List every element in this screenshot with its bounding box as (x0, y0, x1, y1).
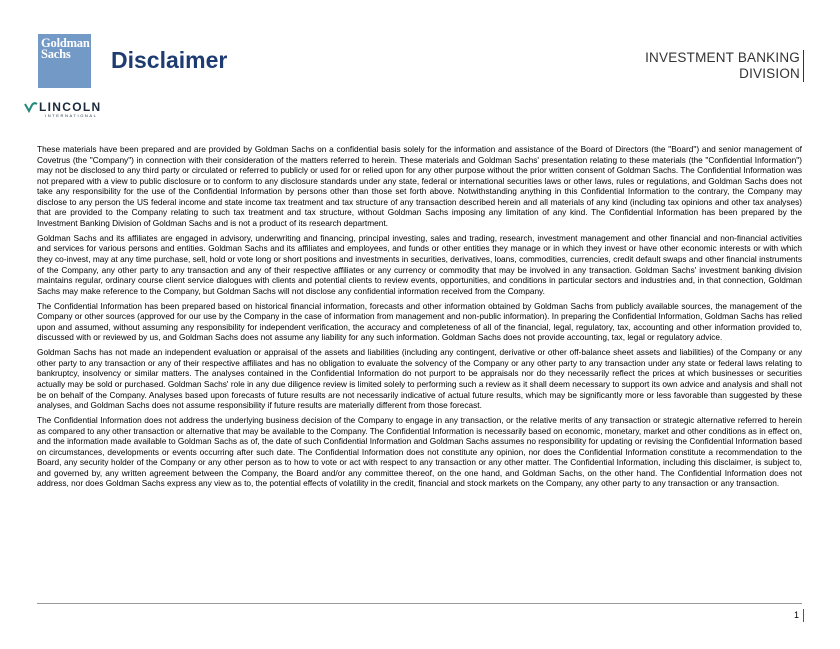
logo-line-2: Sachs (41, 47, 71, 61)
lincoln-wordmark: LINCOLN (39, 100, 102, 114)
disclaimer-paragraph: The Confidential Information does not address the underlying business decision of the Company to engage in any transaction, or the relative merits of any transaction or strategic alternative referred to herein as compared to any other transaction or alternative that may be available to the Company. The Confidential Information is necessarily based on economic, monetary, market and other conditions as in effect on, and the information made available to Goldman Sachs as of, the date of such Confidential Information and Goldman Sachs assumes no responsibility for updating or revising the Confidential Information based on circumstances, developments or events occurring after such date. The Confidential Information does not constitute any opinion, nor does the Confidential Information constitute a recommendation to the Board, any security holder of the Company or any other person as to how to vote or act with respect to any transaction or any other matter. The Confidential Information, including this disclaimer, is subject to, and governed by, any written agreement between the Company, the Board and/or any committee thereof, on the one hand, and Goldman Sachs, on the other hand. The Confidential Information does not address, nor does Goldman Sachs express any view as to, the potential effects of volatility in the credit, financial and stock markets on the Company, any other party to any transaction or any transaction. (37, 415, 802, 489)
goldman-sachs-logo (38, 34, 91, 88)
lincoln-international-logo (24, 100, 114, 118)
page-title: Disclaimer (111, 47, 228, 73)
division-label (645, 50, 804, 82)
lincoln-subtitle: INTERNATIONAL (45, 113, 98, 118)
logo-line-1: Goldman (41, 36, 90, 50)
lincoln-wave-icon (24, 101, 38, 113)
disclaimer-paragraph: Goldman Sachs and its affiliates are engaged in advisory, underwriting and financing, principal investing, sales and trading, research, investment management and other financial and non-financial activities and services for various persons and entities. Goldman Sachs and its affiliates and employees, and funds or other entities they manage or in which they invest or have other economic interests or with which they co-invest, may at any time purchase, sell, hold or vote long or short positions and investments in securities, derivatives, loans, commodities, currencies, credit default swaps and other financial instruments of the Company, any other party to any transaction and any of their respective affiliates or any currency or commodity that may be involved in any transaction. Goldman Sachs' investment banking division maintains regular, ordinary course client service dialogues with clients and potential clients to review events, opportunities, and conditions in particular sectors and industries and, in that connection, Goldman Sachs may make reference to the Company, but Goldman Sachs will not disclose any confidential information received from the Company. (37, 232, 802, 296)
disclaimer-paragraph: Goldman Sachs has not made an independent evaluation or appraisal of the assets and liabilities (including any contingent, derivative or other off-balance sheet assets and liabilities) of the Company or any other party to any transaction or any of their respective affiliates and has no obligation to evaluate the solvency of the Company or any other party to any transaction under any state or federal laws relating to bankruptcy, insolvency or similar matters. The analyses contained in the Confidential Information do not purport to be appraisals nor do they necessarily reflect the prices at which businesses or securities actually may be sold or purchased. Goldman Sachs' role in any due diligence review is limited solely to performing such a review as it shall deem necessary to support its own advice and analysis and shall not be on behalf of the Company. Analyses based upon forecasts of future results are not necessarily indicative of actual future results, which may be significantly more or less favorable than suggested by these analyses, and Goldman Sachs does not assume responsibility if future results are materially different from those forecast. (37, 347, 802, 411)
division-line-2: DIVISION (739, 66, 800, 81)
disclaimer-paragraph: These materials have been prepared and are provided by Goldman Sachs on a confidential basis solely for the information and assistance of the Board of Directors (the "Board") and senior management of Covetrus (the "Company") in connection with their consideration of the matters referred to herein. These materials and Goldman Sachs' presentation relating to these materials (the "Confidential Information") may not be disclosed to any third party or circulated or referred to publicly or used for or relied upon for any other purpose without the prior written consent of Goldman Sachs. The Confidential Information was not prepared with a view to public disclosure or to conform to any disclosure standards under any state, federal or international securities laws or other laws, rules or regulations, and Goldman Sachs does not take any responsibility for the use of the Confidential Information by persons other than those set forth above. Notwithstanding anything in this Confidential Information to the contrary, the Company may disclose to any person the US federal income and state income tax treatment and tax structure of any transaction described herein and all materials of any kind (including tax opinions and other tax analyses) that are provided to the Company relating to such tax treatment and tax structure, without Goldman Sachs imposing any limitation of any kind. The Confidential Information has been prepared by the Investment Banking Division of Goldman Sachs and is not a product of its research department. (37, 144, 802, 228)
disclaimer-paragraph: The Confidential Information has been prepared based on historical financial information, forecasts and other information obtained by Goldman Sachs from publicly available sources, the management of the Company or other sources (approved for our use by the Company in the case of information from management and non-public information). In preparing the Confidential Information, Goldman Sachs has relied upon and assumed, without assuming any responsibility for independent verification, the accuracy and completeness of all of the financial, legal, regulatory, tax, accounting and other information provided to, discussed with or reviewed by us, and Goldman Sachs does not assume any liability for any such information. Goldman Sachs does not provide accounting, tax, legal or regulatory advice. (37, 300, 802, 343)
footer-divider (37, 603, 802, 604)
division-line-1: INVESTMENT BANKING (645, 50, 800, 65)
disclaimer-body (37, 144, 802, 493)
page-number: 1 (794, 609, 804, 622)
